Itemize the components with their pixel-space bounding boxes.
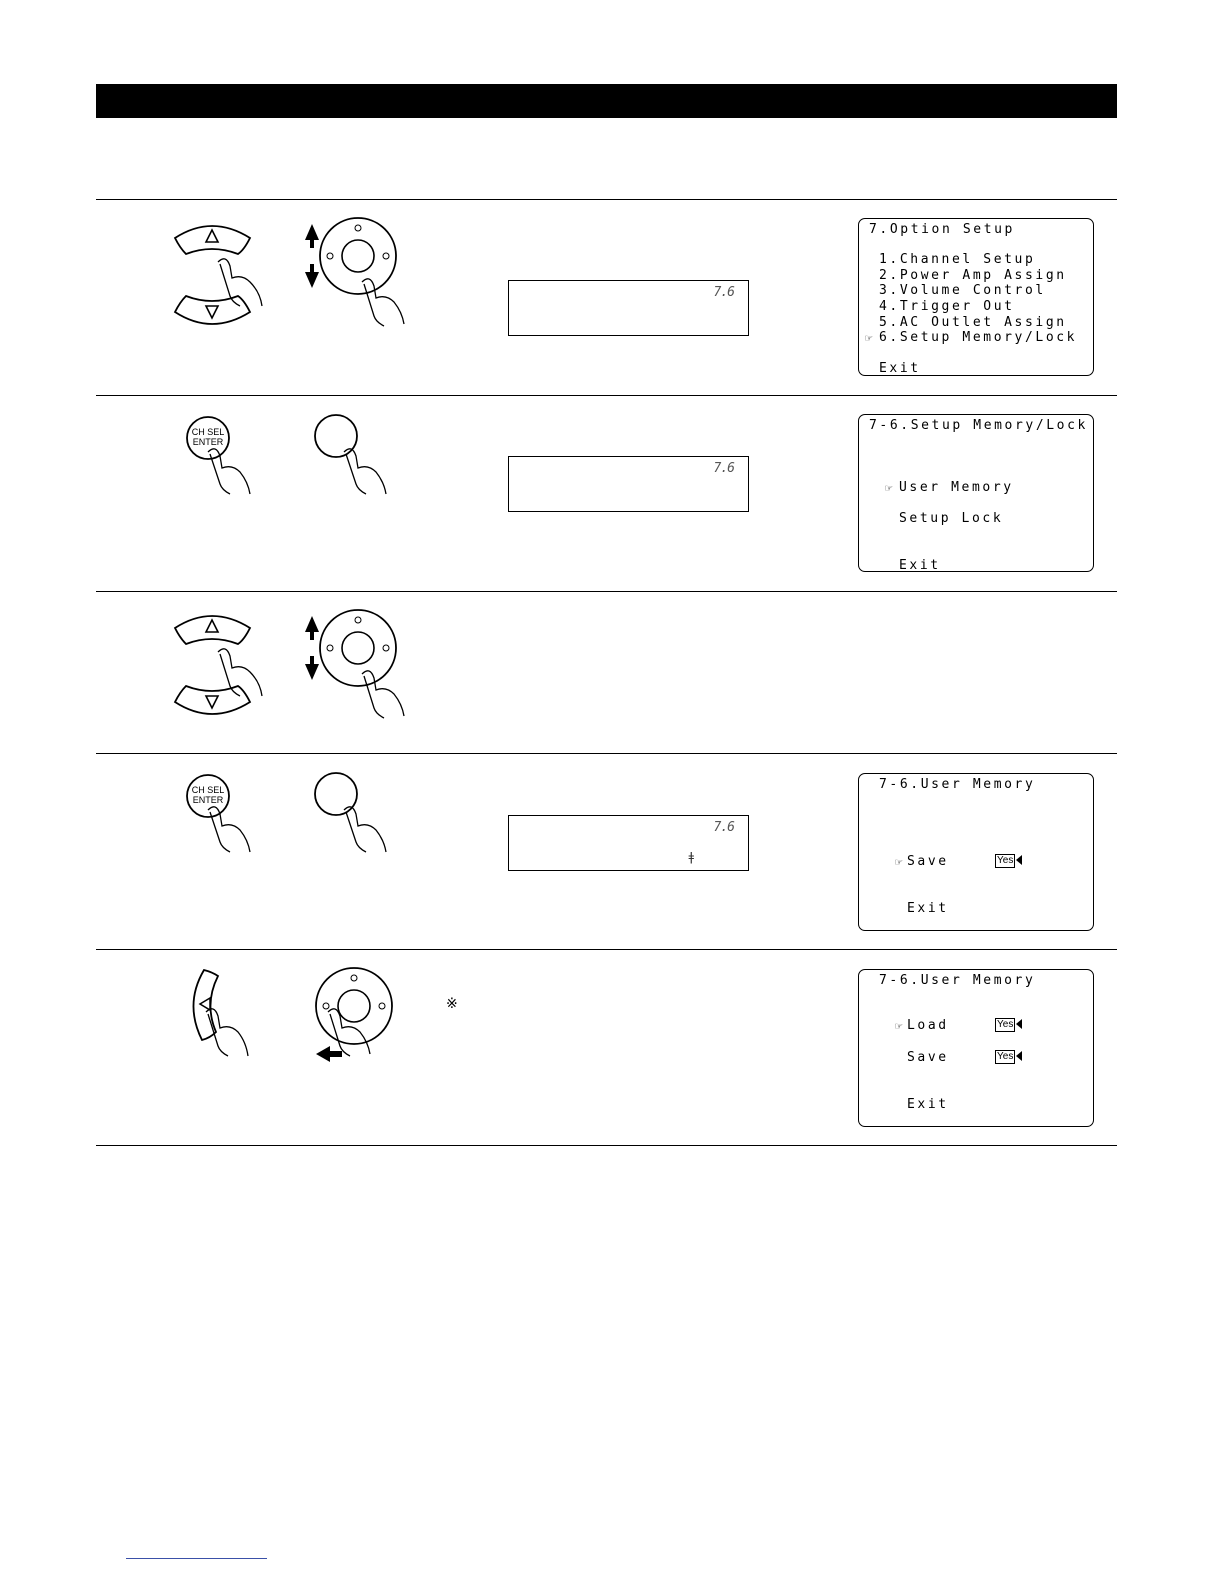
osd-title: 7-6.Setup Memory/Lock bbox=[869, 418, 1088, 433]
jog-dial-left-icon[interactable] bbox=[314, 968, 414, 1068]
left-triangle-icon bbox=[1016, 1051, 1022, 1061]
yes-badge[interactable]: Yes bbox=[997, 1019, 1014, 1030]
osd-user-memory-save bbox=[858, 773, 1094, 931]
osd-menu-item[interactable]: 4.Trigger Out bbox=[879, 299, 1015, 314]
front-display bbox=[508, 456, 749, 512]
ch-sel-label: CH SEL bbox=[191, 785, 225, 795]
osd-user-memory-load bbox=[858, 969, 1094, 1127]
osd-exit[interactable]: Exit bbox=[879, 361, 921, 376]
osd-save-item[interactable]: Save bbox=[907, 854, 949, 869]
osd-exit[interactable]: Exit bbox=[907, 1097, 949, 1112]
osd-setup-memory-lock bbox=[858, 414, 1094, 572]
osd-menu-item[interactable]: 2.Power Amp Assign bbox=[879, 268, 1067, 283]
display-code: 7.6 bbox=[713, 461, 734, 476]
display-code: 7.6 bbox=[713, 820, 734, 835]
step-2 bbox=[96, 396, 1117, 591]
display-code: 7.6 bbox=[713, 285, 734, 300]
jog-dial-up-down-icon[interactable] bbox=[300, 610, 410, 720]
up-down-button-icon[interactable] bbox=[170, 220, 270, 330]
osd-menu-item-selected[interactable]: User Memory bbox=[899, 480, 1014, 495]
note-mark: ※ bbox=[446, 996, 458, 1012]
up-down-button-icon[interactable] bbox=[170, 610, 270, 720]
step-5 bbox=[96, 950, 1117, 1145]
osd-menu-item[interactable]: 1.Channel Setup bbox=[879, 252, 1036, 267]
yes-badge[interactable]: Yes bbox=[997, 855, 1014, 866]
front-display bbox=[508, 280, 749, 336]
osd-menu-item[interactable]: Setup Lock bbox=[899, 511, 1004, 526]
pointer-icon: ☞ bbox=[895, 855, 903, 869]
osd-menu-item[interactable]: 5.AC Outlet Assign bbox=[879, 315, 1067, 330]
step-divider bbox=[96, 1145, 1117, 1146]
osd-title: 7-6.User Memory bbox=[879, 973, 1036, 988]
left-triangle-icon bbox=[1016, 855, 1022, 865]
osd-exit[interactable]: Exit bbox=[899, 558, 941, 573]
osd-title: 7.Option Setup bbox=[869, 222, 1015, 237]
enter-label: ENTER bbox=[192, 437, 224, 447]
front-display bbox=[508, 815, 749, 871]
step-4 bbox=[96, 754, 1117, 949]
osd-save-item[interactable]: Save bbox=[907, 1050, 949, 1065]
ch-sel-enter-button-icon[interactable] bbox=[184, 770, 264, 860]
footer-link-underline[interactable] bbox=[126, 1558, 267, 1559]
pointer-icon: ☞ bbox=[885, 481, 893, 495]
ch-sel-enter-button-icon[interactable] bbox=[184, 412, 264, 502]
enter-round-button-icon[interactable] bbox=[314, 412, 394, 502]
yes-badge[interactable]: Yes bbox=[997, 1051, 1014, 1062]
jog-dial-up-down-icon[interactable] bbox=[300, 218, 410, 328]
enter-label: ENTER bbox=[192, 795, 224, 805]
step-3 bbox=[96, 592, 1117, 753]
enter-round-button-icon[interactable] bbox=[314, 770, 394, 860]
osd-exit[interactable]: Exit bbox=[907, 901, 949, 916]
display-cursor: ǂ bbox=[688, 850, 694, 864]
left-button-icon[interactable] bbox=[182, 966, 262, 1066]
osd-option-setup bbox=[858, 218, 1094, 376]
left-triangle-icon bbox=[1016, 1019, 1022, 1029]
pointer-icon: ☞ bbox=[865, 331, 873, 345]
osd-menu-item[interactable]: 3.Volume Control bbox=[879, 283, 1046, 298]
step-1 bbox=[96, 200, 1117, 395]
section-header-bar bbox=[96, 84, 1117, 118]
osd-menu-item-selected[interactable]: 6.Setup Memory/Lock bbox=[879, 330, 1078, 345]
osd-title: 7-6.User Memory bbox=[879, 777, 1036, 792]
ch-sel-label: CH SEL bbox=[191, 427, 225, 437]
osd-load-item[interactable]: Load bbox=[907, 1018, 949, 1033]
pointer-icon: ☞ bbox=[895, 1019, 903, 1033]
